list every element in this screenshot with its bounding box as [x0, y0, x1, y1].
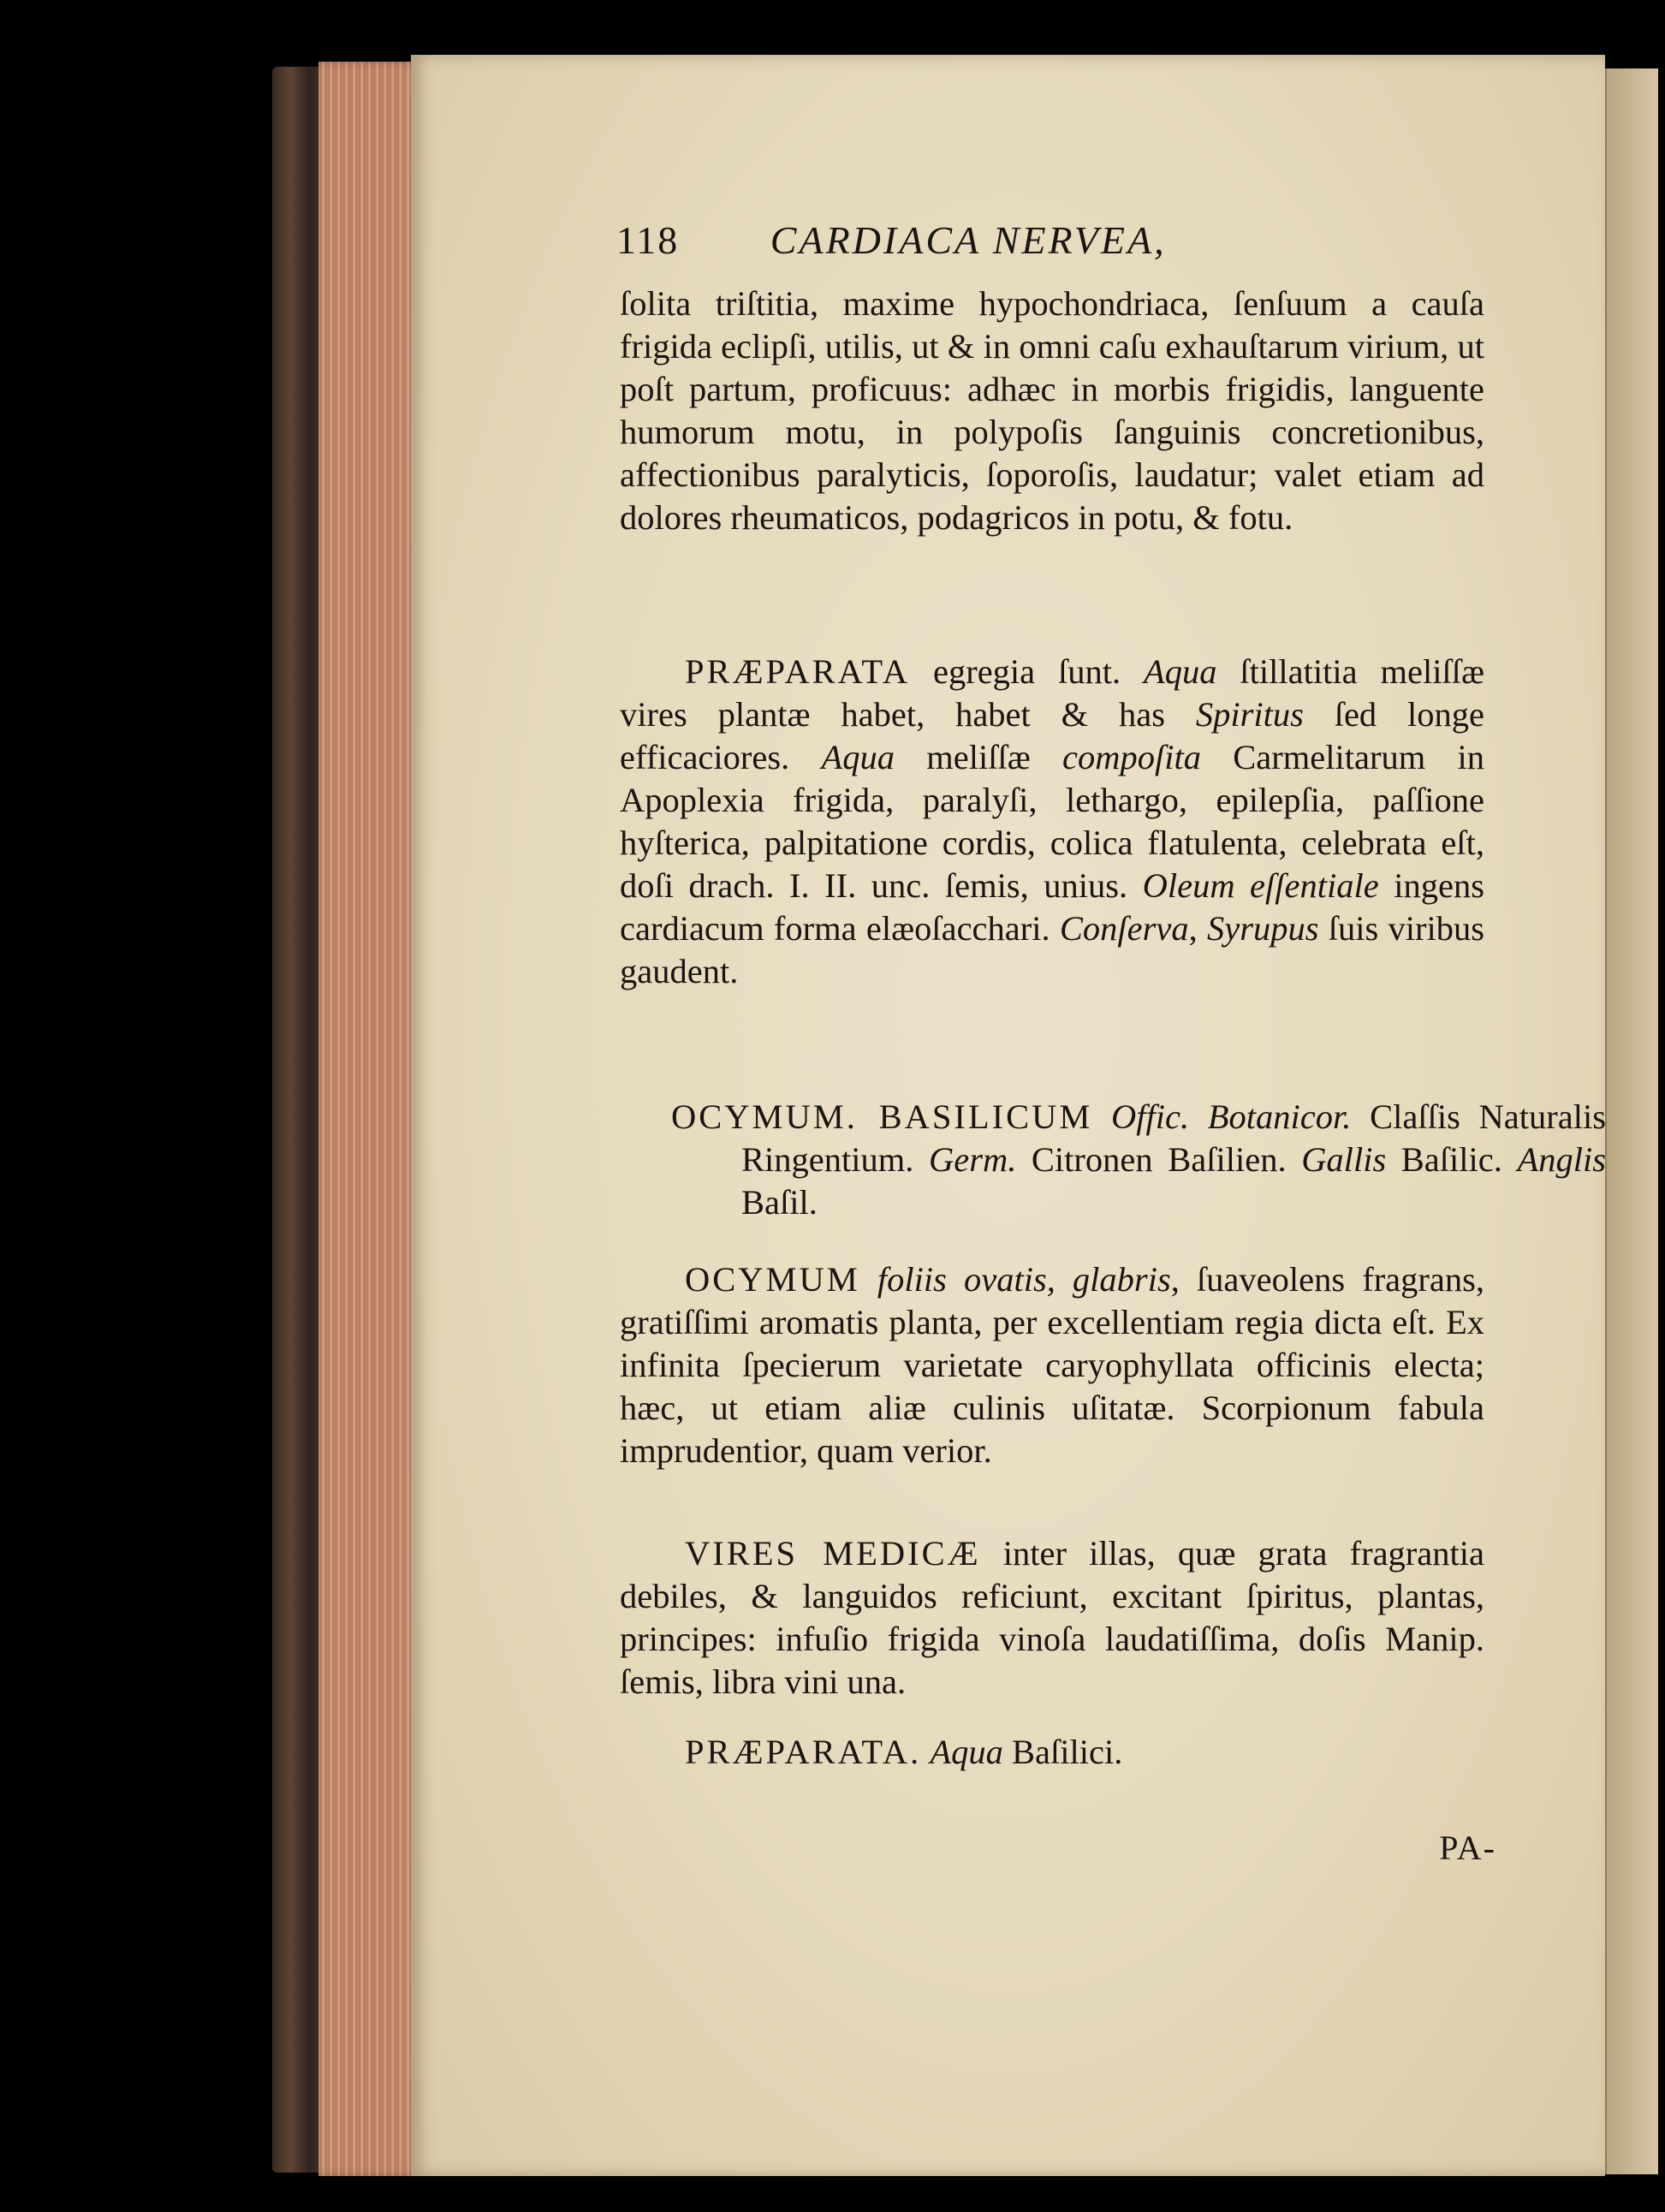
- text-run: Baſilici.: [1002, 1733, 1123, 1771]
- section-lead: PRÆPARATA: [685, 652, 911, 691]
- italic-run: Conſerva: [1059, 909, 1189, 948]
- italic-run: Aqua: [930, 1733, 1003, 1771]
- text-run: ſed longe efficaciores.: [620, 695, 1484, 776]
- italic-run: Oleum eſſentiale: [1142, 866, 1379, 905]
- italic-run: Spiritus: [1195, 695, 1304, 734]
- facing-page-edge: [1605, 68, 1658, 2174]
- catchword: PA-: [1439, 1828, 1496, 1867]
- italic-run: Aqua: [821, 738, 895, 776]
- paragraph-vires-medicae: [620, 1532, 1484, 1704]
- text-run: egregia ſunt.: [910, 652, 1145, 691]
- page-edges: [318, 62, 421, 2176]
- page-number: 118: [616, 218, 680, 262]
- paragraph-praeparata-basilici: [620, 1731, 1484, 1774]
- text-run: ſuis viribus gaudent.: [620, 909, 1484, 990]
- text-run: inter illas, quæ grata fragrantia debiles, & languidos reficiunt, excitant ſpiritus, plantas, principes: infuſio frigida vinoſa laudatiſſima, doſis Manip. ſemis, libra vini una.: [620, 1534, 1484, 1701]
- italic-run: Germ.: [928, 1140, 1017, 1179]
- entry-title: OCYMUM. BASILICUM: [671, 1097, 1093, 1136]
- running-header: [616, 217, 1601, 277]
- text-run: Baſil.: [741, 1183, 818, 1222]
- italic-run: foliis ovatis, glabris: [877, 1260, 1171, 1299]
- text-run: Citronen Baſilien.: [1016, 1140, 1302, 1179]
- text-run: ſtillatitia meliſſæ vires plantæ habet, habet & has: [620, 652, 1484, 734]
- paragraph-praeparata-melissa: [620, 651, 1484, 993]
- text-run: Baſilic.: [1386, 1140, 1518, 1179]
- text-run: Carmelitarum in Apoplexia frigida, paralyſi, lethargo, epilepſia, paſſione hyſterica, palpitatione cordis, colica flatulenta, celebrata eſt, doſi drach. I. II. unc. ſemis, unius.: [620, 738, 1484, 905]
- entry-heading-ocymum: [620, 1096, 1606, 1224]
- text-run: , ſuaveolens fragrans, gratiſſimi aromatis planta, per excellentiam regia dicta eſt. Ex infinita ſpecierum varietate caryophyllata officinis electa; hæc, ut etiam aliæ culinis uſitatæ. Scorpionum fabula imprudentior, quam verior.: [620, 1260, 1485, 1470]
- text-run: Claſſis Naturalis Ringentium.: [741, 1097, 1606, 1179]
- italic-run: compoſita: [1062, 738, 1202, 776]
- text-run: meliſſæ: [895, 738, 1063, 776]
- text-run: ,: [1188, 909, 1207, 948]
- italic-run: Syrupus: [1206, 909, 1319, 948]
- paragraph-1: ſolita triſtitia, maxime hypochondriaca, ſenſuum a cauſa frigida eclipſi, utilis, ut & in omni caſu exhauſtarum virium, ut poſt partum, proficuus: adhæc in morbis frigidis, languente humorum motu, in polypoſis ſanguinis concretionibus, affectionibus paralyticis, ſoporoſis, laudatur; valet etiam ad dolores rheumaticos, podagricos in potu, & fotu.: [620, 284, 1484, 537]
- italic-run: Anglis: [1517, 1140, 1606, 1179]
- text-run: ingens cardiacum forma elæoſacchari.: [620, 866, 1484, 948]
- section-lead: OCYMUM: [685, 1260, 860, 1299]
- italic-run: Offic. Botanicor.: [1111, 1097, 1352, 1136]
- italic-run: Gallis: [1301, 1140, 1387, 1179]
- section-lead: PRÆPARATA.: [685, 1733, 922, 1771]
- italic-run: Aqua: [1144, 652, 1217, 691]
- running-title: CARDIACA NERVEA,: [770, 218, 1167, 262]
- section-lead: VIRES MEDICÆ: [685, 1534, 981, 1573]
- paragraph-ocymum-description: [620, 1258, 1484, 1472]
